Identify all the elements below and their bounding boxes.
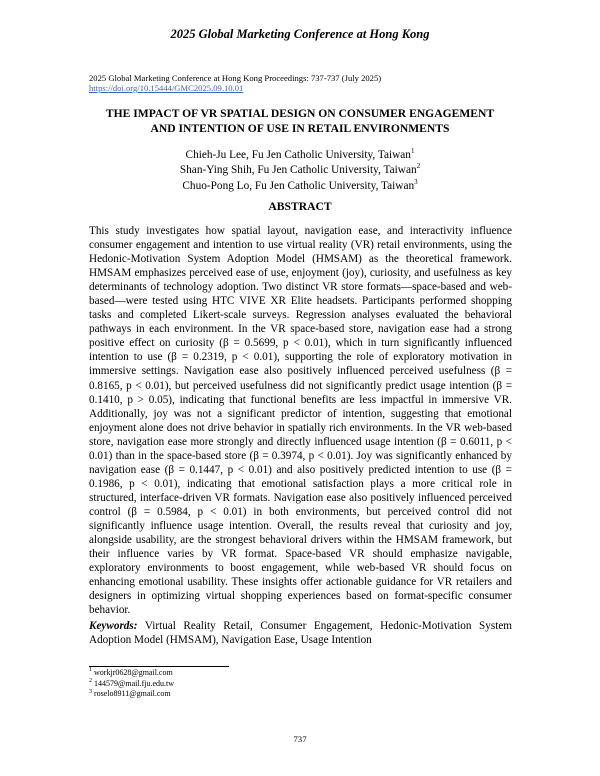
- footnote-email: workjr0628@gmail.com: [94, 668, 173, 677]
- paper-title-line: AND INTENTION OF USE IN RETAIL ENVIRONMENTS: [150, 122, 450, 135]
- keywords-label: Keywords:: [89, 620, 138, 632]
- author-entry: [80, 179, 520, 194]
- footnotes: [89, 668, 174, 700]
- abstract-body: This study investigates how spatial layout, navigation ease, and interactivity influence consumer engagement and intention to use virtual reality (VR) retail environments, using the Hedonic-Motivation System Adoption Model (HMSAM) as the theoretical framework. HMSAM emphasizes perceived ease of use, enjoyment (joy), curiosity, and usefulness as key determinants of technology adoption. Two distinct VR store formats—space-based and web-based—were tested using HTC VIVE XR Elite headsets. Participants performed shopping tasks and completed Likert-scale surveys. Regression analyses evaluated the behavioral pathways in each environment. In the VR space-based store, navigation ease had a strong positive effect on curiosity (β = 0.5699, p < 0.01), which in turn significantly influenced intention to use (β = 0.2319, p < 0.01), supporting the role of exploratory motivation in immersive settings. Navigation ease also positively influenced perceived usefulness (β = 0.8165, p < 0.01), but perceived usefulness did not significantly predict usage intention (β = 0.1410, p > 0.05), indicating that functional benefits are less impactful in immersive VR. Additionally, joy was not a significant predictor of intention, suggesting that emotional enjoyment alone does not drive behavior in spatially rich environments. In the VR web-based store, navigation ease more strongly and directly influenced usage intention (β = 0.6011, p < 0.01) than in the space-based store (β = 0.3974, p < 0.01). Joy was significantly enhanced by navigation ease (β = 0.1447, p < 0.01) and also positively predicted intention to use (β = 0.1986, p < 0.01), indicating that emotional satisfaction plays a more critical role in structured, interface-driven VR formats. Navigation ease also positively influenced perceived control (β = 0.5984, p < 0.01) in both environments, but perceived control did not significantly influence usage intention. Overall, the results reveal that curiosity and joy, alongside usability, are the strongest behavioral drivers within the HMSAM framework, but their influence varies by VR format. Space-based VR should emphasize navigable, exploratory environments to boost engagement, while web-based VR should focus on enhancing emotional usability. These insights offer actionable guidance for VR retailers and designers in optimizing virtual shopping experiences based on format-specific consumer behavior.: [89, 225, 512, 617]
- author-affiliation: Shan-Ying Shih, Fu Jen Catholic University, Taiwan: [179, 164, 417, 177]
- footnote-marker: 3: [89, 688, 92, 695]
- proceedings-citation: 2025 Global Marketing Conference at Hong Kong Proceedings: 737-737 (July 2025): [89, 73, 382, 83]
- author-entry: [80, 148, 520, 163]
- footnote-entry: [89, 679, 174, 690]
- keywords-section: [89, 619, 512, 647]
- footnote-email: 144579@mail.fju.edu.tw: [94, 678, 175, 688]
- footnote-email: roselo8911@gmail.com: [94, 689, 171, 699]
- abstract-heading: ABSTRACT: [268, 200, 332, 213]
- doi-link[interactable]: https://doi.org/10.15444/GMC2025.09.10.01: [89, 83, 244, 93]
- paper-title-line: THE IMPACT OF VR SPATIAL DESIGN ON CONSUMER ENGAGEMENT: [105, 107, 495, 120]
- author-list: [80, 148, 520, 194]
- paper-title: [80, 106, 520, 136]
- footnote-marker: 1: [89, 667, 92, 674]
- footnote-entry: [89, 689, 174, 700]
- author-affiliation: Chieh-Ju Lee, Fu Jen Catholic University, Taiwan: [185, 149, 411, 161]
- page-number: 737: [293, 734, 307, 744]
- conference-header: 2025 Global Marketing Conference at Hong Kong: [170, 27, 430, 41]
- footnote-marker: 2: [89, 677, 92, 684]
- footnote-entry: [89, 668, 174, 679]
- footnote-divider: [89, 666, 229, 667]
- footnote-marker: 1: [410, 147, 415, 156]
- author-entry: [80, 163, 520, 178]
- author-affiliation: Chuo-Pong Lo, Fu Jen Catholic University, Taiwan: [182, 179, 415, 192]
- footnote-marker: 3: [414, 178, 418, 187]
- footnote-marker: 2: [416, 162, 421, 171]
- keywords-text: Virtual Reality Retail, Consumer Engagement, Hedonic-Motivation System Adoption Model (HMSAM), Navigation Ease, Usage Intention: [89, 620, 512, 647]
